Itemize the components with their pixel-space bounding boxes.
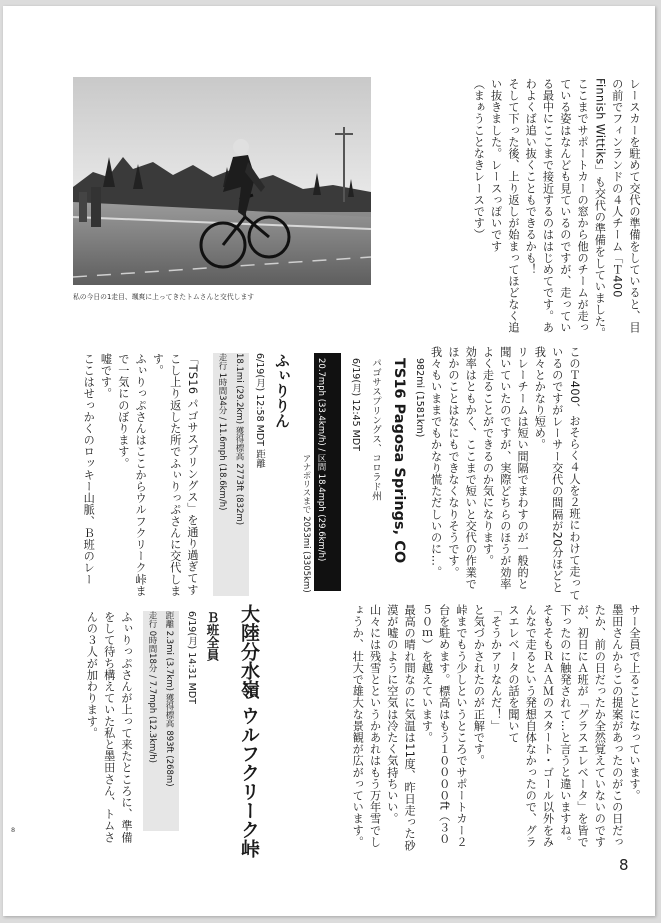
wolf-creek-team: Ｂ班全員 bbox=[205, 611, 220, 661]
body-text-top-right: レースカーを駐めて交代の準備をしていると、目の前でフィンランドの４人チーム「Ｔ400 Finnish Wittiks」も交代の準備をしていました。 ここまでサポートカーの窓から他のチームが走っている姿はなんども見ているのですが、走っている最中にここまで接近するのははじめてです。あわよくば追い抜くこともできるかも！ そして下った後、上り返しが始まってほどなく追い抜きました。レースっぽいです （まぁうことなきレースです） bbox=[472, 78, 641, 339]
furirin-line3: 走行 1時間34分 / 11.6mph (18.6km/h) bbox=[217, 353, 227, 511]
photo-caption: 私の今日の1走目、颯爽に上ってきたトムさんと交代します bbox=[73, 293, 255, 301]
ts16-distance: 982mi (1581km) bbox=[414, 358, 425, 438]
ts16-subtitle: パゴサスプリングス、コロラド州 bbox=[370, 358, 381, 501]
ts16-line2: 20.7mph (33.4km/h) / 区間 18.4mph (29.6km/h) bbox=[316, 358, 326, 562]
ts16-line1: 6/19(月) 12:45 MDT bbox=[350, 358, 361, 451]
photo-image bbox=[73, 77, 371, 285]
furirin-line2: 18.1mi (29.2km) 獲得標高 2773ft (832m) bbox=[234, 353, 244, 526]
ts16-line3: アナポリスまで 2053mi (3305km) bbox=[301, 454, 311, 593]
wolf-creek-title: 大陸分水嶺 ウルフクリーク峠 bbox=[238, 604, 260, 858]
body-text-right-column: サー全員で上ることになっています。 墨田さんからこの提案があったのがこの日だったか、前の日だったか全然覚えていないのですが、初日にＡ班が「グラスエレベータ」を皆で下ったのに触発されて…と言うと違いますね。そもそもＲＡＡＭのスタート・ゴール以外をみんなで走るという発想自体なかったので、グラスエレベータの話を聞いて 「そうかアリなんだ！」 と気づかされたのが正解です。 峠までもう少しというところでサポートカー２台を駐めます。標高はもう１００００ft（３０５０ｍ）を越えています。 最高の晴れ間なのに気温は11度、昨日走った砂漠が嘘のように空気は冷たく気持ちいい。 山々には残雪とというかあれはもう万年雪でしょうか、壮大で雄大な景観が広がっています。 bbox=[351, 604, 641, 852]
document-page bbox=[3, 6, 655, 916]
page-number: 8 bbox=[619, 856, 629, 874]
body-text-bottom-left: ふぃりっぷさんが上って来たところに、準備をして待ち構えていた私と墨田さん、トムさんの３人が加わります。 bbox=[85, 611, 133, 843]
body-text-middle-right: このＴ400、おそらく４人を２班にわけて走っているのですがレーサー交代の間隔が20分ほどと我々とかなり短め。 リレーチームは短い間隔でまわすのが一般的と聞いていたのですが、実際どちらのほうが効率よく走ることができるのか気になります。 効率はともかく、ここまで短いと交代の作業でほかのことはなにもできなくなりそうです。 我々もいままでもかなり慌ただしいのに…。 bbox=[429, 346, 581, 601]
furirin-line1: 6/19(月) 12:58 MDT 距離 bbox=[254, 353, 265, 468]
ts16-title: TS16 Pagosa Springs, CO bbox=[391, 358, 407, 564]
furirin-title: ふぃりりん bbox=[273, 353, 291, 428]
footer-page-number: 8 bbox=[11, 826, 16, 834]
cyclist-photo bbox=[73, 77, 371, 285]
wolf-creek-line3: 走行 0時間18分 / 7.7mph (12.3km/h) bbox=[147, 611, 157, 763]
body-text-middle-left: 「TS16 パゴサスプリングス」を通り過ぎてすこし上り返した所でふぃりっぷさんに交代します。 ふぃりっぷさんはここからウルフクリーク峠まで一気にのぼります。 嘘です。 ここはせっかくのロッキー山脈、Ｂ班のレー bbox=[82, 353, 199, 597]
wolf-creek-line2: 距離 2.3mi (3.7km) 獲得標高 893ft (268m) bbox=[164, 611, 174, 787]
wolf-creek-line1: 6/19(月) 14:31 MDT bbox=[186, 611, 197, 704]
